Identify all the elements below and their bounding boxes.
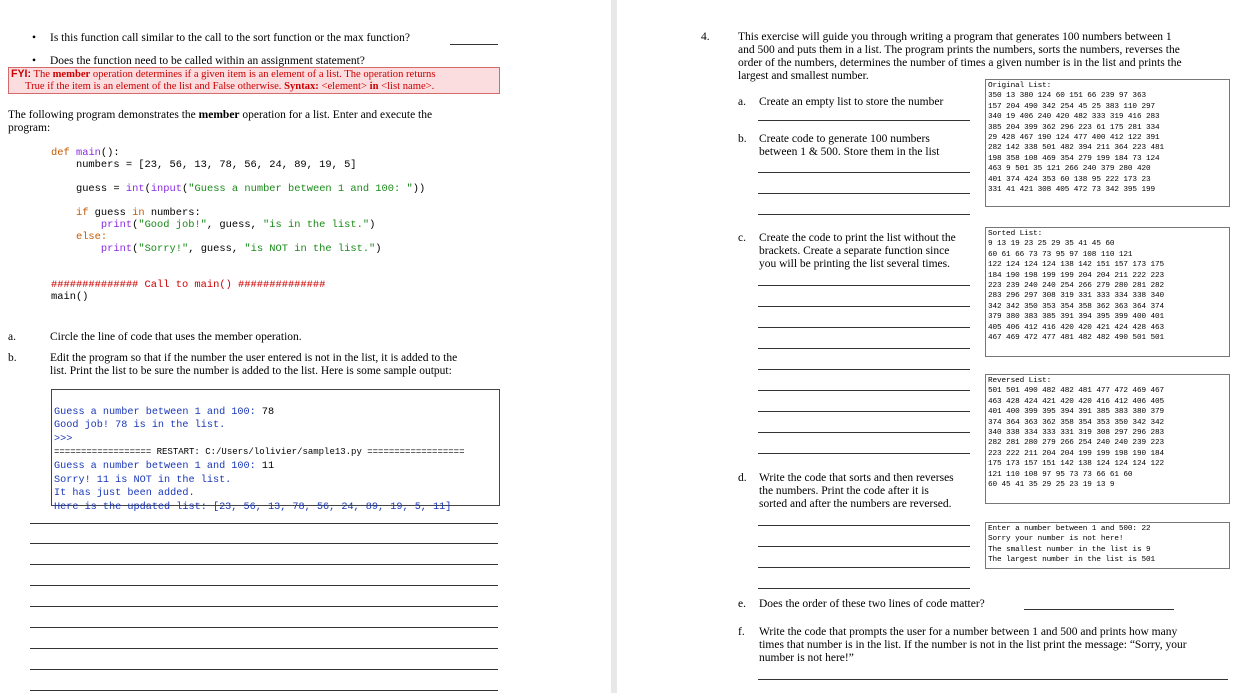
answer-line[interactable] (758, 411, 970, 412)
answer-line[interactable] (758, 327, 970, 328)
fyi-text: FYI: The member operation determines if a given item is an element of a list. The operation returns True if the item is an element of the list and False otherwise. Syntax: <element> in <list name>. (11, 68, 436, 92)
final-output-text: Enter a number between 1 and 500: 22 Sorry your number is not here! The smallest number in the list is 9 The largest number in the list is 501 (988, 525, 1155, 565)
item-a-label: a. (738, 96, 746, 108)
item-c-text: Create the code to print the list without the brackets. Create a separate function since you will be printing the list several times. (759, 232, 956, 270)
answer-line[interactable] (758, 306, 970, 307)
question-4-text: This exercise will guide you through writing a program that generates 100 numbers between 1 and 500 and puts them in a list. The program prints the numbers, sorts the numbers, reverses the order of the numbers, determines the number of times a given number is in the list and prints the largest and smallest number. (738, 31, 1182, 82)
answer-line[interactable] (30, 543, 498, 544)
reversed-list-box (985, 374, 1230, 504)
answer-line[interactable] (1024, 609, 1174, 610)
original-list-text: Original List: 350 13 380 124 60 151 66 239 97 363 157 204 490 342 254 45 25 383 110 297 340 19 406 240 420 482 333 319 416 283 385 204 399 362 296 223 61 175 281 334 29 428 467 190 124 477 400 412 122 391 282 142 338 501 482 394 211 364 223 481 198 358 108 469 354 279 199 184 73 124 463 9 501 35 121 266 240 379 280 420 401 374 424 353 60 138 95 222 173 23 331 41 421 308 405 472 73 342 395 199 (988, 82, 1165, 195)
item-a-label: a. (8, 331, 16, 343)
item-f-label: f. (738, 626, 745, 638)
item-b-text: Edit the program so that if the number the user entered is not in the list, it is added to the list. Print the list to be sure the number is added to the list. Here is some sample output: (50, 352, 458, 377)
item-b-label: b. (738, 133, 747, 145)
answer-line[interactable] (30, 648, 498, 649)
bullet-question-1: Is this function call similar to the call to the sort function or the max function? (50, 32, 410, 44)
item-f-text: Write the code that prompts the user for a number between 1 and 500 and prints how many times that number is in the list. If the number is not in the list print the message: “Sorry, your number is not here!” (759, 626, 1187, 664)
answer-line[interactable] (758, 567, 970, 568)
answer-line[interactable] (30, 606, 498, 607)
answer-line[interactable] (758, 453, 970, 454)
answer-line[interactable] (30, 669, 498, 670)
reversed-list-text: Reversed List: 501 501 490 482 482 481 477 472 469 467 463 428 424 421 420 420 416 412 406 405 401 400 399 395 394 391 385 383 380 379 374 364 363 362 358 354 353 350 342 342 340 338 334 333 331 319 308 297 296 283 282 281 280 279 266 254 240 240 239 223 223 222 211 204 204 199 199 198 190 184 175 173 157 151 142 138 124 124 124 122 121 110 108 97 95 73 73 66 61 60 60 45 41 35 29 25 23 19 13 9 (988, 377, 1165, 490)
shell-output-box: Guess a number between 1 and 100: 78 Good job! 78 is in the list. >>> ================== RESTART: C:/Users/lolivier/sample13.py ================== Guess a number between 1 and 100: 11 Sorry! 11 is NOT in the list. It has just been added. Here is the updated list: [23, 56, 13, 78, 56, 24, 89, 19, 5, 11] (51, 389, 500, 506)
final-output-box (985, 522, 1230, 569)
answer-line[interactable] (758, 432, 970, 433)
answer-line[interactable] (758, 120, 970, 121)
item-a-text: Create an empty list to store the number (759, 96, 944, 108)
answer-line[interactable] (758, 390, 970, 391)
answer-line[interactable] (30, 564, 498, 565)
answer-line[interactable] (758, 214, 970, 215)
answer-line[interactable] (30, 523, 498, 524)
item-b-text: Create code to generate 100 numbers between 1 & 500. Store them in the list (759, 133, 940, 158)
answer-line[interactable] (30, 585, 498, 586)
answer-line[interactable] (758, 679, 1228, 680)
answer-line[interactable] (30, 627, 498, 628)
intro-paragraph: The following program demonstrates the member operation for a list. Enter and execute the program: (8, 109, 433, 134)
answer-line[interactable] (758, 525, 970, 526)
item-b-label: b. (8, 352, 17, 364)
item-a-text: Circle the line of code that uses the member operation. (50, 331, 302, 343)
item-d-text: Write the code that sorts and then reverses the numbers. Print the code after it is sorted and after the numbers are reversed. (759, 472, 954, 510)
right-page (617, 0, 1241, 693)
sorted-list-text: Sorted List: 9 13 19 23 25 29 35 41 45 60 60 61 66 73 73 95 97 108 110 121 122 124 124 124 138 142 151 157 173 175 184 190 198 199 199 204 204 211 222 223 223 239 240 240 254 266 279 280 281 282 283 296 297 308 319 331 333 334 338 340 342 342 350 353 354 358 362 363 364 374 379 380 383 385 391 394 395 399 400 401 405 406 412 416 420 420 421 424 428 463 467 469 472 477 481 482 482 490 501 501 (988, 230, 1165, 343)
answer-line[interactable] (758, 348, 970, 349)
answer-line[interactable] (450, 44, 498, 45)
answer-line[interactable] (758, 546, 970, 547)
item-c-label: c. (738, 232, 746, 244)
answer-line[interactable] (758, 369, 970, 370)
left-page (0, 0, 611, 693)
answer-line[interactable] (30, 690, 498, 691)
original-list-box (985, 79, 1230, 207)
answer-line[interactable] (758, 588, 970, 589)
fyi-box (8, 67, 500, 94)
answer-line[interactable] (758, 285, 970, 286)
answer-line[interactable] (758, 193, 970, 194)
item-d-label: d. (738, 472, 747, 484)
bullet-question-2: Does the function need to be called within an assignment statement? (50, 55, 365, 67)
item-e-label: e. (738, 598, 746, 610)
code-listing: def main(): numbers = [23, 56, 13, 78, 56, 24, 89, 19, 5] guess = int(input("Guess a number between 1 and 100: ")) if guess in numbers: print("Good job!", guess, "is in the list.") else: print("Sorry!", guess, "is NOT in the list.") ############## Call to main() ############## main() (51, 147, 426, 303)
sorted-list-box (985, 227, 1230, 357)
item-e-text: Does the order of these two lines of code matter? (759, 598, 985, 610)
answer-line[interactable] (758, 172, 970, 173)
question-number: 4. (701, 31, 710, 43)
